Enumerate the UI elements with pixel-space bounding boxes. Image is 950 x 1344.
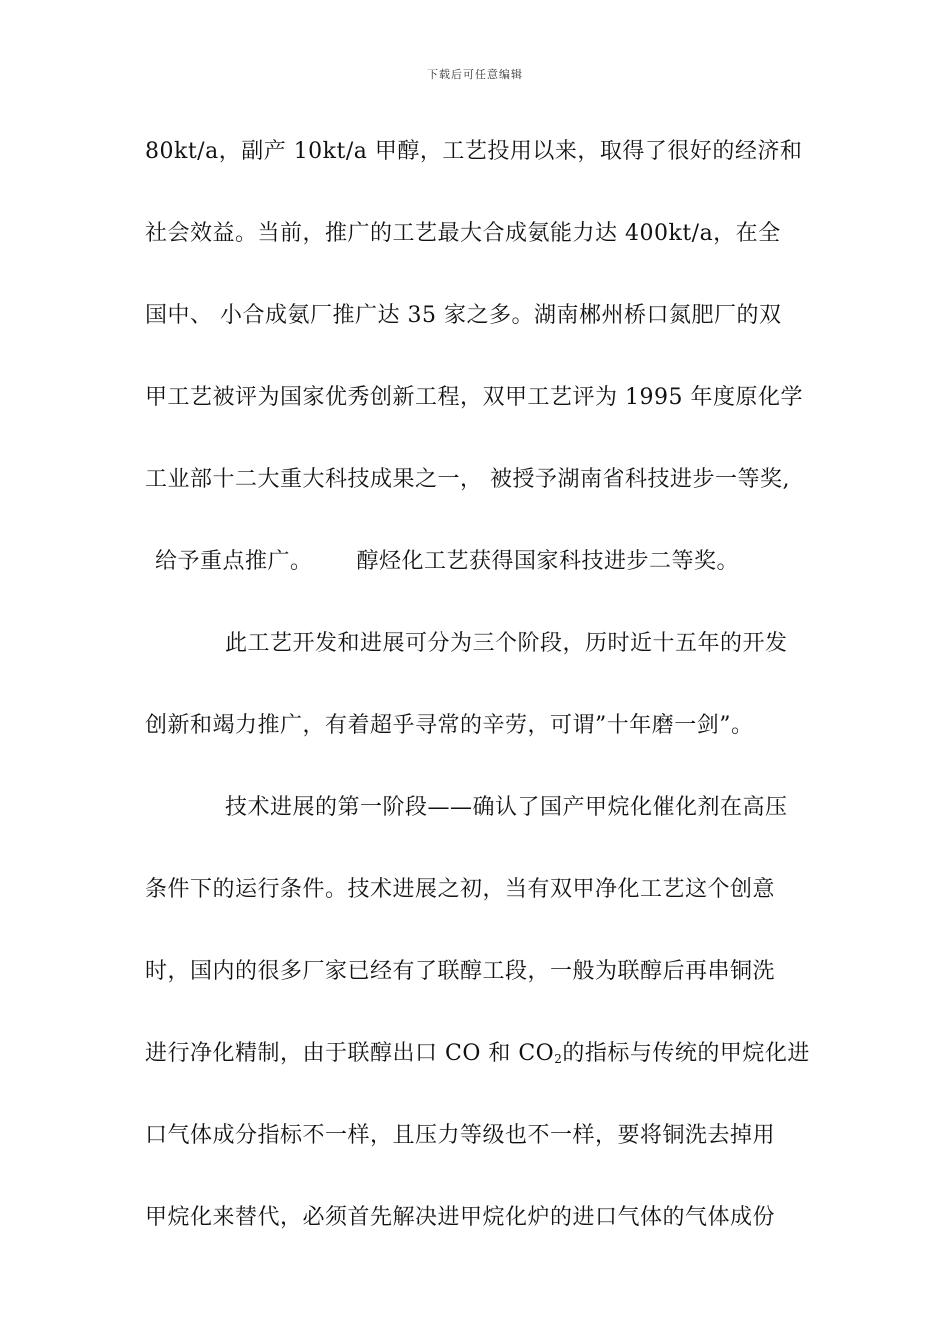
text-line: 甲工艺被评为国家优秀创新工程，双甲工艺评为 1995 年度原化学 xyxy=(145,385,803,410)
text-segment: 给予重点推广。 xyxy=(155,549,313,574)
text-line xyxy=(145,538,825,620)
page-header: 下载后可任意编辑 xyxy=(427,68,523,81)
text-segment: 醇烃化工艺获得国家科技进步二等奖。 xyxy=(356,549,740,574)
text-segment: 进行净化精制，由于联醇出口 CO 和 CO xyxy=(145,1041,555,1066)
text-line: 国中、 小合成氨厂推广达 35 家之多。湖南郴州桥口氮肥厂的双 xyxy=(145,303,782,328)
paragraph-first-line: 技术进展的第一阶段——确认了国产甲烷化催化剂在高压 xyxy=(225,795,788,820)
document-body xyxy=(145,128,825,1276)
text-line: 工业部十二大重大科技成果之一， 被授予湖南省科技进步一等奖, xyxy=(145,467,790,492)
text-line: 80kt/a，副产 10kt/a 甲醇，工艺投用以来，取得了很好的经济和 xyxy=(145,139,803,164)
text-segment: 的指标与传统的甲烷化进 xyxy=(562,1041,810,1066)
text-line: 甲烷化来替代，必须首先解决进甲烷化炉的进口气体的气体成份 xyxy=(145,1205,776,1230)
text-line: 条件下的运行条件。技术进展之初，当有双甲净化工艺这个创意 xyxy=(145,877,776,902)
paragraph-first-line: 此工艺开发和进展可分为三个阶段，历时近十五年的开发 xyxy=(225,631,788,656)
subscript-2: 2 xyxy=(554,1052,563,1066)
text-line xyxy=(145,1030,825,1112)
text-line: 创新和竭力推广，有着超乎寻常的辛劳，可谓”十年磨一剑”。 xyxy=(145,713,754,738)
text-line: 社会效益。当前，推广的工艺最大合成氨能力达 400kt/a，在全 xyxy=(145,221,781,246)
text-line: 口气体成分指标不一样，且压力等级也不一样，要将铜洗去掉用 xyxy=(145,1123,776,1148)
text-line: 时，国内的很多厂家已经有了联醇工段，一般为联醇后再串铜洗 xyxy=(145,959,776,984)
